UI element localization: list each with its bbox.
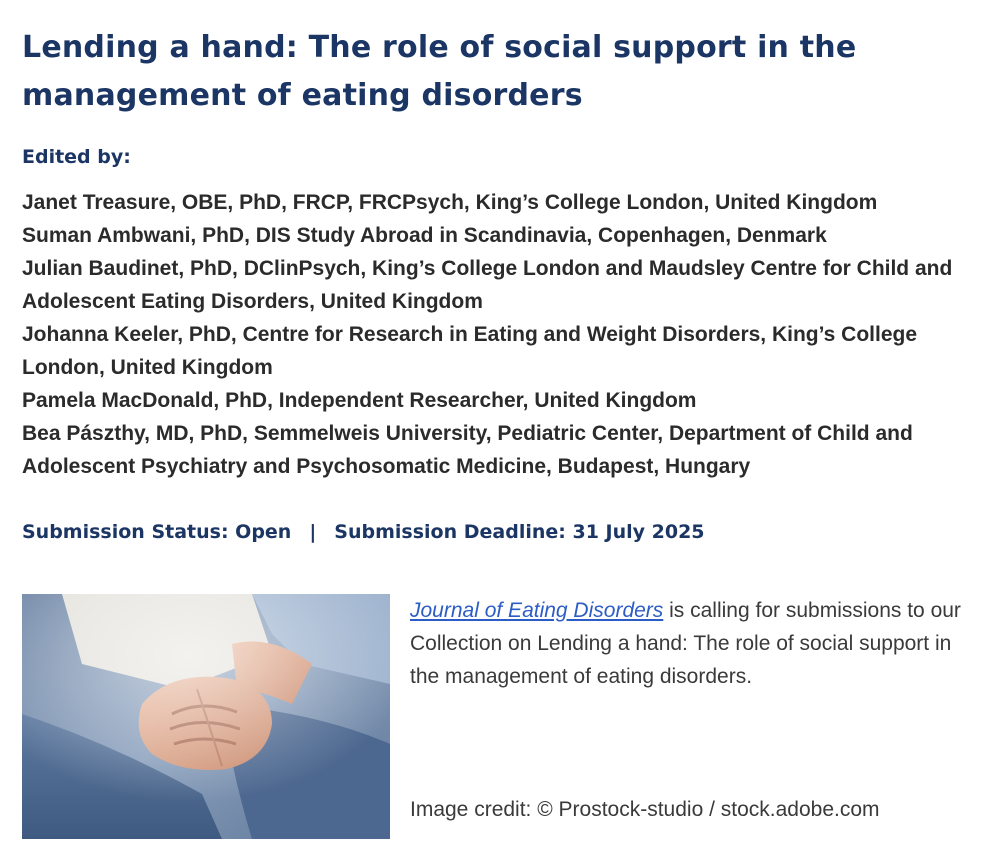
intro-text: is calling for submissions to our Collection on Lending a hand: The role of social support in the management of eating disorders. [410,599,961,688]
editor-list [22,186,992,483]
status-separator: | [309,521,317,543]
clasped-hands-photo-icon [22,594,390,839]
submission-deadline: Submission Deadline: 31 July 2025 [334,521,705,543]
image-credit: Image credit: © Prostock-studio / stock.adobe.com [410,798,880,821]
page-title: Lending a hand: The role of social support in the management of eating disorders [22,30,857,113]
editor-item: Janet Treasure, OBE, PhD, FRCP, FRCPsych, King’s College London, United Kingdom [22,191,878,214]
edited-by-label: Edited by: [22,146,131,168]
editor-item: Julian Baudinet, PhD, DClinPsych, King’s College London and Maudsley Centre for Child and Adolescent Eating Disorders, United Kingdom [22,257,953,313]
editor-item: Pamela MacDonald, PhD, Independent Researcher, United Kingdom [22,389,697,412]
editor-item: Bea Pászthy, MD, PhD, Semmelweis University, Pediatric Center, Department of Child and Adolescent Psychiatry and Psychosomatic Medicine, Budapest, Hungary [22,422,913,478]
editor-item: Suman Ambwani, PhD, DIS Study Abroad in Scandinavia, Copenhagen, Denmark [22,224,827,247]
collection-intro [410,594,980,693]
journal-link[interactable]: Journal of Eating Disorders [410,599,664,622]
editor-item: Johanna Keeler, PhD, Centre for Research in Eating and Weight Disorders, King’s College London, United Kingdom [22,323,918,379]
submission-info [22,517,705,547]
submission-status: Submission Status: Open [22,521,292,543]
